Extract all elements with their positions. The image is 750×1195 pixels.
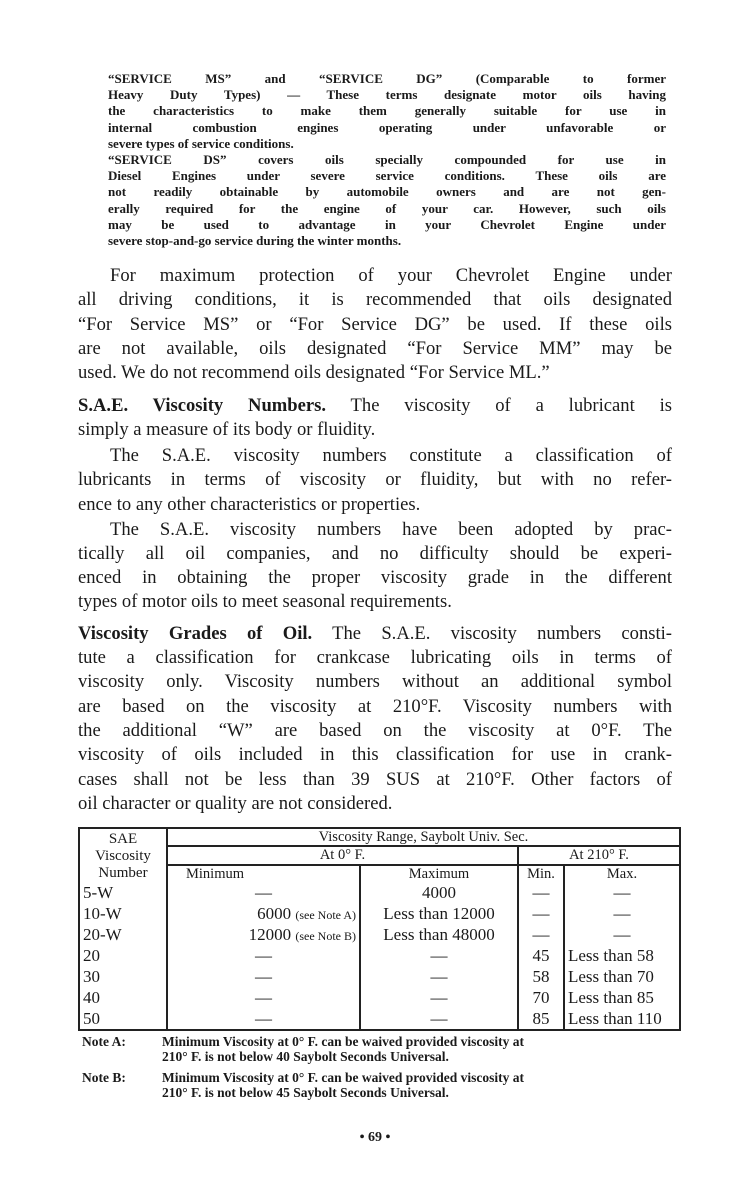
line-text: The S.A.E. viscosity numbers have been adopted by prac- (110, 519, 672, 540)
table-cell: Less than 110 (564, 1008, 680, 1030)
table-cell: 40 (79, 987, 167, 1008)
text-line (78, 566, 672, 590)
line-text: types of motor oils to meet seasonal requirements. (78, 591, 452, 612)
text-line (78, 361, 672, 385)
table-cell: Less than 85 (564, 987, 680, 1008)
text-line (78, 719, 672, 743)
table-cell: Less than 12000 (360, 903, 518, 924)
table-cell: 58 (518, 966, 564, 987)
text-line (110, 264, 672, 288)
line-text: enced in obtaining the proper viscosity grade in the different (78, 567, 672, 588)
col-minimum: Minimum (167, 865, 360, 882)
table-row (79, 882, 680, 903)
text-line (78, 542, 672, 566)
note-ref: (see Note A) (295, 908, 356, 922)
col-maximum: Maximum (360, 865, 518, 882)
line-text: viscosity of oils included in this classification for use in crank- (78, 744, 672, 765)
table-row (79, 987, 680, 1008)
table-cell: — (167, 1008, 360, 1030)
text-line (78, 670, 672, 694)
table-cell: — (167, 882, 360, 903)
text-line: not readily obtainable by automobile owners and are not gen- (108, 184, 666, 200)
table-cell: 20 (79, 945, 167, 966)
text-line (78, 695, 672, 719)
table-cell: — (360, 966, 518, 987)
col-min-210: Min. (518, 865, 564, 882)
text-line (78, 590, 672, 614)
table-row (79, 924, 680, 945)
table-row (79, 945, 680, 966)
line-text: The S.A.E. viscosity numbers consti- (312, 623, 672, 644)
header-text: Viscosity (95, 848, 151, 864)
text-line (78, 418, 672, 442)
note-line: Minimum Viscosity at 0° F. can be waived provided viscosity at (162, 1034, 525, 1049)
line-text: viscosity only. Viscosity numbers without an additional symbol (78, 671, 672, 692)
table-row (79, 1008, 680, 1030)
table-cell: 70 (518, 987, 564, 1008)
line-text: lubricants in terms of viscosity or fluidity, but with no refer- (78, 469, 672, 490)
note-text (162, 1070, 682, 1100)
header-text: SAE (108, 831, 138, 847)
table-cell: 5-W (79, 882, 167, 903)
range-header: Viscosity Range, Saybolt Univ. Sec. (167, 828, 680, 846)
note-label: Note B: (82, 1070, 126, 1085)
table-cell: Less than 48000 (360, 924, 518, 945)
table-cell: — (518, 903, 564, 924)
text-line (78, 743, 672, 767)
text-line: severe types of service conditions. (108, 135, 294, 151)
line-text: The viscosity of a lubricant is (326, 395, 672, 416)
table-cell: — (167, 966, 360, 987)
viscosity-table (78, 827, 681, 1031)
table-cell: — (167, 987, 360, 1008)
note-label: Note A: (82, 1034, 126, 1049)
table-cell: — (518, 882, 564, 903)
table-cell (167, 924, 360, 945)
note-ref: (see Note B) (295, 929, 356, 943)
text-line (78, 313, 672, 337)
text-line: internal combustion engines operating under unfavorable or (108, 119, 666, 135)
text-line: Diesel Engines under severe service conditions. These oils are (108, 168, 666, 184)
table-cell: — (564, 882, 680, 903)
line-text: the additional “W” are based on the viscosity at 0°F. The (78, 720, 672, 741)
line-text: oil character or quality are not considered. (78, 793, 393, 814)
run-in-heading: Viscosity Grades of Oil. (78, 623, 313, 644)
table-cell (167, 903, 360, 924)
note-text (162, 1034, 682, 1064)
table-row (79, 903, 680, 924)
text-line (78, 394, 672, 418)
sae-header (79, 828, 167, 882)
table-cell: 10-W (79, 903, 167, 924)
header-text: Number (98, 865, 148, 881)
table-cell: — (564, 924, 680, 945)
note-line: 210° F. is not below 45 Saybolt Seconds Universal. (162, 1085, 449, 1100)
table-cell: 20-W (79, 924, 167, 945)
table-cell: Less than 58 (564, 945, 680, 966)
table-cell: — (360, 1008, 518, 1030)
table-cell: 85 (518, 1008, 564, 1030)
table-cell: Less than 70 (564, 966, 680, 987)
text-line: “SERVICE DS” covers oils specially compounded for use in (108, 152, 666, 167)
table-cell: 50 (79, 1008, 167, 1030)
text-line (110, 444, 672, 468)
text-line (78, 622, 672, 646)
line-text: all driving conditions, it is recommended that oils designated (78, 289, 672, 310)
text-line (78, 792, 672, 816)
table-cell: — (564, 903, 680, 924)
table-row (79, 966, 680, 987)
page-number: • 69 • (359, 1130, 391, 1145)
col-max-210: Max. (564, 865, 680, 882)
line-text: used. We do not recommend oils designated “For Service ML.” (78, 362, 550, 383)
text-line (78, 493, 672, 517)
text-line (78, 768, 672, 792)
text-line: erally required for the engine of your car. However, such oils (108, 200, 666, 216)
table-cell: — (167, 945, 360, 966)
text-line: the characteristics to make them generally suitable for use in (108, 103, 666, 119)
text-line (78, 468, 672, 492)
line-text: The S.A.E. viscosity numbers constitute a classification of (110, 445, 672, 466)
run-in-heading: S.A.E. Viscosity Numbers. (78, 395, 327, 416)
table-cell: 45 (518, 945, 564, 966)
value: 12000 (248, 925, 296, 944)
line-text: simply a measure of its body or fluidity. (78, 419, 376, 440)
text-line (78, 646, 672, 670)
line-text: For maximum protection of your Chevrolet Engine under (110, 265, 672, 286)
at-210f-header: At 210° F. (518, 846, 680, 864)
text-line (78, 288, 672, 312)
note-line: Minimum Viscosity at 0° F. can be waived provided viscosity at (162, 1070, 525, 1085)
line-text: tically all oil companies, and no difficulty should be experi- (78, 543, 672, 564)
line-text: cases shall not be less than 39 SUS at 210°F. Other factors of (78, 769, 672, 790)
table-cell: — (360, 987, 518, 1008)
note-line: 210° F. is not below 40 Saybolt Seconds Universal. (162, 1049, 449, 1064)
table-cell: — (360, 945, 518, 966)
text-line (110, 518, 672, 542)
line-text: are based on the viscosity at 210°F. Viscosity numbers with (78, 696, 672, 717)
table-cell: 4000 (360, 882, 518, 903)
line-text: are not available, oils designated “For Service MM” may be (78, 338, 672, 359)
text-line (78, 337, 672, 361)
line-text: “For Service MS” or “For Service DG” be used. If these oils (78, 314, 672, 335)
line-text: ence to any other characteristics or properties. (78, 494, 421, 515)
text-line: “SERVICE MS” and “SERVICE DG” (Comparable to former (108, 71, 666, 86)
text-line: may be used to advantage in your Chevrolet Engine under (108, 216, 666, 232)
value: 6000 (257, 904, 296, 923)
text-line: severe stop-and-go service during the winter months. (108, 233, 402, 248)
at-0f-header: At 0° F. (167, 846, 518, 864)
table-cell: 30 (79, 966, 167, 987)
line-text: tute a classification for crankcase lubricating oils in terms of (78, 647, 672, 668)
text-line: Heavy Duty Types) — These terms designate motor oils having (108, 87, 666, 103)
table-cell: — (518, 924, 564, 945)
